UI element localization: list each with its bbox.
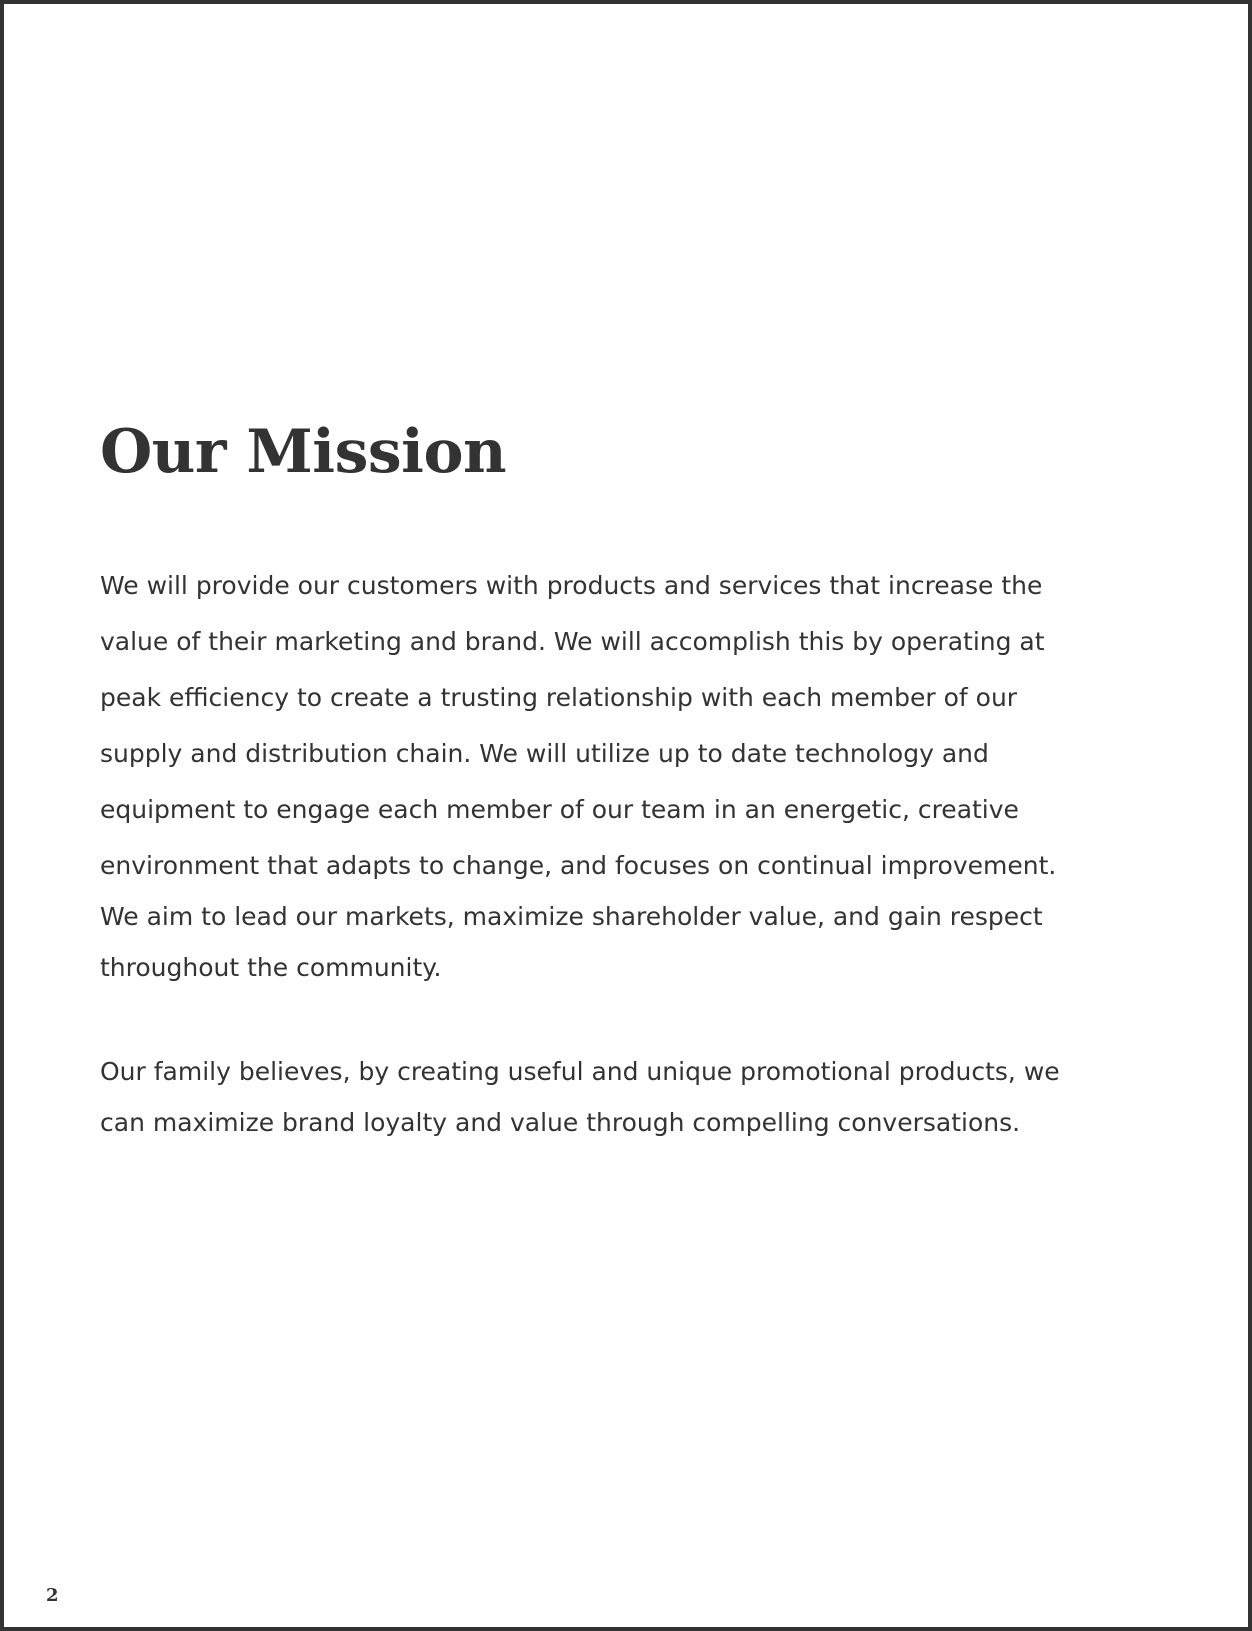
belief-paragraph [100, 1054, 1060, 1156]
paragraph-line: Our family believes, by creating useful and unique promotional products, we [100, 1057, 1060, 1086]
paragraph-line: environment that adapts to change, and focuses on continual improvement. [100, 851, 1057, 880]
page-number: 2 [46, 1585, 59, 1606]
paragraph-line: We aim to lead our markets, maximize shareholder value, and gain respect [100, 902, 1043, 931]
paragraph-line: We will provide our customers with products and services that increase the [100, 571, 1043, 600]
paragraph-line: value of their marketing and brand. We will accomplish this by operating at [100, 627, 1045, 656]
page-title: Our Mission [100, 417, 507, 487]
paragraph-line: throughout the community. [100, 953, 442, 982]
paragraph-line: equipment to engage each member of our team in an energetic, creative [100, 795, 1019, 824]
paragraph-line: can maximize brand loyalty and value through compelling conversations. [100, 1108, 1021, 1137]
mission-paragraph [100, 568, 1056, 1001]
paragraph-line: supply and distribution chain. We will utilize up to date technology and [100, 739, 989, 768]
paragraph-line: peak efficiency to create a trusting relationship with each member of our [100, 683, 1018, 712]
